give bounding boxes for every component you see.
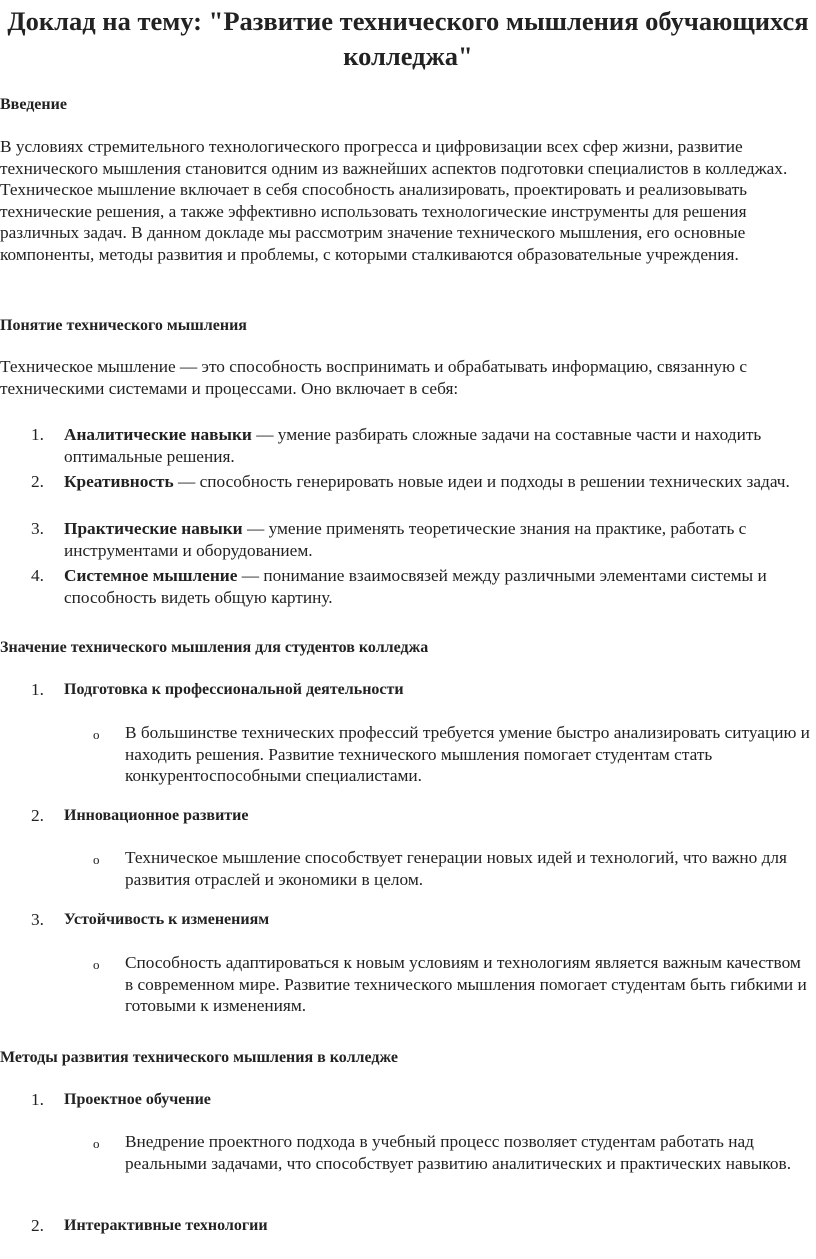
bullet-text: Техническое мышление способствует генерации новых идей и технологий, что важно для развития отраслей и экономики в целом. <box>125 848 787 889</box>
subsection-label: Проектное обучение <box>64 1091 211 1108</box>
subsection-label: Инновационное развитие <box>64 807 249 824</box>
methods-heading: Методы развития технического мышления в колледже <box>0 1049 398 1066</box>
list-term: Системное мышление <box>64 566 238 585</box>
subsection-label: Подготовка к профессиональной деятельности <box>64 681 404 698</box>
list-number: 4. <box>31 566 44 585</box>
list-description: — понимание взаимосвязей между различными элементами системы и способность видеть общую картину. <box>64 566 767 607</box>
list-number: 3. <box>31 910 44 929</box>
bullet-text: Внедрение проектного подхода в учебный процесс позволяет студентам работать над реальными задачами, что способствует развитию аналитических и практических навыков. <box>125 1132 792 1173</box>
list-term: Практические навыки <box>64 519 243 538</box>
list-number: 3. <box>31 519 44 538</box>
list-number: 1. <box>31 1090 44 1109</box>
bullet-marker: o <box>93 852 100 867</box>
list-number: 2. <box>31 806 44 825</box>
bullet-text: В большинстве технических профессий требуется умение быстро анализировать ситуацию и находить решения. Развитие технического мышления помогает студентам стать конкурентоспособными специалистами. <box>125 723 810 785</box>
concept-paragraph: Техническое мышление — это способность воспринимать и обрабатывать информацию, связанную с техническими системами и процессами. Оно включает в себя: <box>0 357 748 398</box>
subsection-label: Устойчивость к изменениям <box>64 911 270 928</box>
document-title: Доклад на тему: "Развитие технического мышления обучающихся колледжа" <box>7 6 809 71</box>
list-number: 1. <box>31 425 44 444</box>
list-number: 2. <box>31 1216 44 1235</box>
bullet-text: Способность адаптироваться к новым условиям и технологиям является важным качеством в современном мире. Развитие технического мышления помогает студентам быть гибкими и готовыми к изменениям. <box>125 953 807 1015</box>
bullet-marker: o <box>93 727 100 742</box>
list-description: — способность генерировать новые идеи и подходы в решении технических задач. <box>173 472 790 491</box>
subsection-label: Интерактивные технологии <box>64 1217 268 1234</box>
list-description: — умение применять теоретические знания на практике, работать с инструментами и оборудованием. <box>64 519 747 560</box>
bullet-marker: o <box>93 1136 100 1151</box>
list-term: Креативность <box>64 472 174 491</box>
bullet-marker: o <box>93 957 100 972</box>
list-description: — умение разбирать сложные задачи на составные части и находить оптимальные решения. <box>64 425 762 466</box>
list-number: 1. <box>31 680 44 699</box>
intro-paragraph: В условиях стремительного технологического прогресса и цифровизации всех сфер жизни, развитие технического мышления становится одним из важнейших аспектов подготовки специалистов в колледжах. Техническое мышление включает в себя способность анализировать, проектировать и реализовывать технические решения, а также эффективно использовать технологические инструменты для решения различных задач. В данном докладе мы рассмотрим значение технического мышления, его основные компоненты, методы развития и проблемы, с которыми сталкиваются образовательные учреждения. <box>0 137 788 264</box>
significance-heading: Значение технического мышления для студентов колледжа <box>0 639 429 656</box>
intro-heading: Введение <box>0 96 67 113</box>
concept-heading: Понятие технического мышления <box>0 317 247 334</box>
list-number: 2. <box>31 472 44 491</box>
list-term: Аналитические навыки <box>64 425 252 444</box>
